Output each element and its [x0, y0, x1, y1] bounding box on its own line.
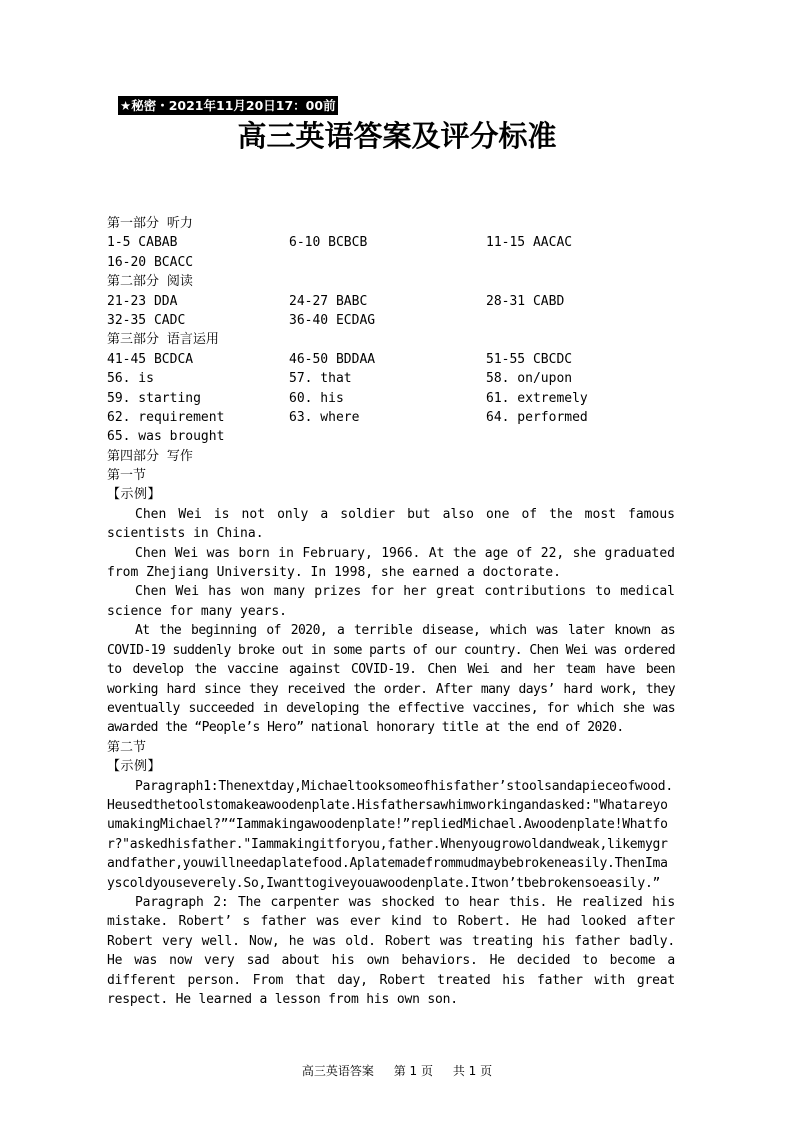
part3-heading: 第三部分 语言运用 [107, 332, 219, 348]
answer-cell [486, 253, 675, 272]
answer-row [107, 369, 675, 388]
answer-cell: 6-10 BCBCB [289, 235, 368, 251]
answer-cell [289, 253, 486, 272]
continuation-paragraph-1: Paragraph1:Thenextday,Michaeltooksomeofhisfather’stoolsandapieceofwood.Heusedthetoolstomakeawoodenplate.Hisfathersawhimworkingandasked:"WhatareyoumakingMichael?”“Iammakingawoodenplate!”repliedMichael.Awoodenplate!Whatfor?"askedhisfather."Iammakingitforyou,father.Whenyougrowoldandweak,likemygrandfather,youwillneedaplatefood.Aplatemadefrommudmaybebrokeneasily.ThenImayscoldyouseverely.So,Iwanttogiveyouawoodenplate.Itwon’tbebrokensoeasily.” [107, 778, 673, 891]
answer-cell: 65. was brought [107, 429, 225, 445]
answer-content [107, 214, 675, 1009]
answer-row [107, 350, 675, 369]
page-title: 高三英语答案及评分标准 [237, 119, 557, 153]
answer-cell: 21-23 DDA [107, 293, 178, 309]
answer-cell: 57. that [289, 371, 352, 387]
example-paragraph: At the beginning of 2020, a terrible disease, which was later known as COVID-19 suddenly broke out in some parts of our country. Chen Wei was ordered to develop the vaccine against COVID-19. Chen Wei and her team have been working hard since they received the order. After many days’ hard work, they eventually succeeded in developing the effective vaccines, for which she was awarded the “People’s Hero” national honorary title at the end of 2020. [107, 623, 675, 736]
section2-heading: 第二节 [107, 739, 147, 755]
answer-cell: 41-45 BCDCA [107, 351, 194, 367]
answer-cell: 59. starting [107, 390, 201, 406]
example-label: 【示例】 [107, 487, 162, 503]
answer-cell [486, 311, 675, 330]
answer-cell: 11-15 AACAC [486, 235, 573, 251]
example-paragraph: Chen Wei is not only a soldier but also one of the most famous scientists in China. [107, 506, 675, 542]
page-footer [0, 1062, 794, 1079]
footer-doc-name: 高三英语答案 [301, 1064, 374, 1078]
answer-cell [289, 427, 486, 446]
answer-row [107, 408, 675, 427]
continuation-paragraph-2: Paragraph 2: The carpenter was shocked to hear this. He realized his mistake. Robert’ s father was ever kind to Robert. He had looked after Robert very well. Now, he was old. Robert was treating his father badly. He was now very sad about his own behaviors. He decided to become a different person. From that day, Robert treated his father with great respect. He learned a lesson from his own son. [107, 894, 675, 1007]
answer-row [107, 292, 675, 311]
answer-cell: 36-40 ECDAG [289, 312, 376, 328]
answer-cell: 16-20 BCACC [107, 254, 194, 270]
confidential-label: ★秘密・2021年11月20日17：00前 [120, 98, 336, 113]
answer-cell: 64. performed [486, 409, 588, 425]
answer-cell: 61. extremely [486, 390, 588, 406]
example-label: 【示例】 [107, 759, 162, 775]
part1-heading: 第一部分 听力 [107, 216, 193, 231]
answer-row [107, 389, 675, 408]
answer-cell: 32-35 CADC [107, 312, 186, 328]
answer-cell: 56. is [107, 371, 154, 387]
answer-row [107, 427, 675, 446]
answer-cell: 62. requirement [107, 409, 225, 425]
answer-cell: 58. on/upon [486, 371, 573, 387]
answer-cell: 46-50 BDDAA [289, 351, 376, 367]
answer-row [107, 253, 675, 272]
answer-cell: 60. his [289, 390, 344, 406]
footer-page-number: 第 1 页 [393, 1064, 433, 1078]
example-paragraph: Chen Wei was born in February, 1966. At the age of 22, she graduated from Zhejiang University. In 1998, she earned a doctorate. [107, 545, 675, 581]
answer-cell: 51-55 CBCDC [486, 351, 573, 367]
answer-cell: 1-5 CABAB [107, 235, 178, 251]
answer-cell [486, 427, 675, 446]
answer-cell: 28-31 CABD [486, 293, 565, 309]
footer-page-total: 共 1 页 [452, 1064, 493, 1078]
answer-cell: 63. where [289, 409, 360, 425]
answer-row [107, 311, 675, 330]
example-paragraph: Chen Wei has won many prizes for her great contributions to medical science for many years. [107, 584, 675, 619]
answer-row [107, 233, 675, 252]
answer-cell: 24-27 BABC [289, 293, 368, 309]
part2-heading: 第二部分 阅读 [107, 274, 193, 290]
part4-heading: 第四部分 写作 [107, 448, 193, 464]
section1-heading: 第一节 [107, 468, 147, 484]
